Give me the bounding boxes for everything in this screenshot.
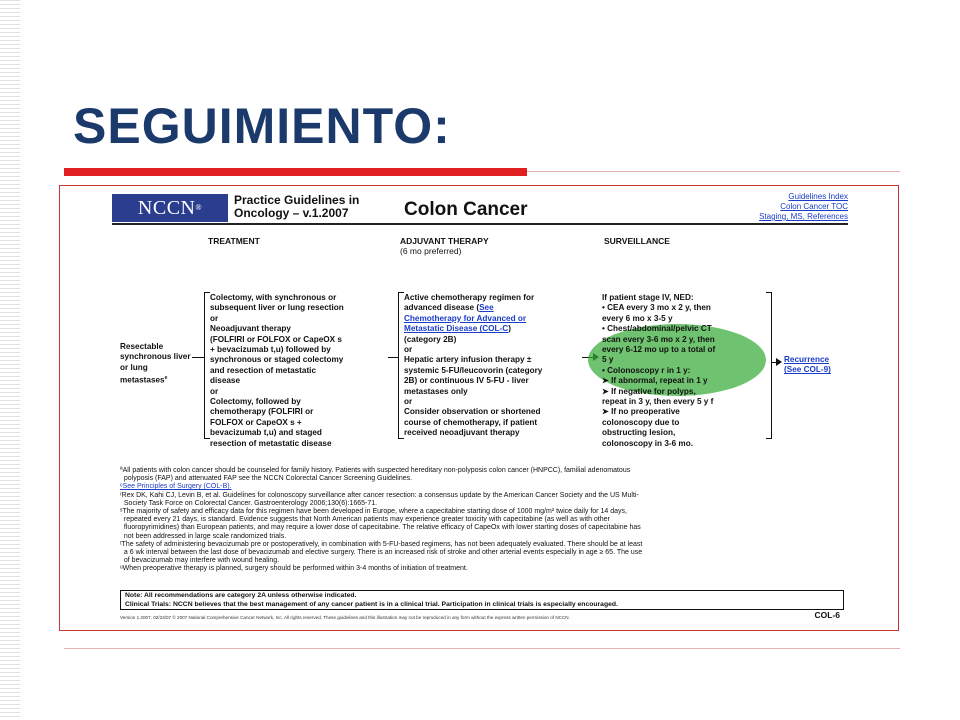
link-see-chemotherapy[interactable]: See bbox=[479, 303, 494, 313]
nccn-logo: NCCN® bbox=[112, 194, 228, 222]
link-guidelines-index[interactable]: Guidelines Index bbox=[788, 192, 848, 201]
title-accent-bar bbox=[64, 168, 527, 176]
surveillance-text: If patient stage IV, NED: • CEA every 3 mo x 2 y, then every 6 mo x 3-5 y • Chest/abdominal/pelvic CT scan every 3-6 mo x 2 y, then every 6-12 mo up to a total of 5 y • Colonoscopy r in 1 y: ➤ If abnormal, repeat in 1 y ➤ If negative for polyps, repeat in 3 y, then every 5 y f ➤ If no preoperative colonoscopy due to obstructing lesion, colonoscopy in 3-6 mo. bbox=[602, 293, 716, 448]
resectable-label: Resectable synchronous liver or lung metastases$^e$ bbox=[120, 342, 191, 385]
footnotes: ªAll patients with colon cancer should be counseled for family history. Patients with suspected hereditary non-polyposis colon cancer (HNPCC), familial adenomatous polyposis (FAP) and attenuated FAP see the NCCN Colorectal Cancer Screening Guidelines. ᵉSee Principles of Surgery (COL-B). ʳRex DK, Kahi CJ, Levin B, et al. Guidelines for colonoscopy surveillance after cancer resection: a consensus update by the American Cancer Society and the US Multi- Society Task Force on Colorectal Cancer. Gastroenterology 2006;130(6):1665-71. ˢThe majority of safety and efficacy data for this regimen have been developed in Europe, where a capecitabine starting dose of 1000 mg/m² twice daily for 14 days, repeated every 21 days, is standard. Evidence suggests that North American patients may experience greater toxicity with capecitabine (as well as with other fluoropyrimidines) than European patients, and may require a lower dose of capecitabine. The relative efficacy of CapeOx with lower starting doses of capecitabine has not been addressed in large scale randomized trials. ᵗThe safety of administering bevacizumab pre or postoperatively, in combination with 5-FU-based regimens, has not been adequately evaluated. There should be at least a 6 wk interval between the last dose of bevacizumab and elective surgery. There is an increased risk of stroke and other arterial events especially in age ≥ 65. The use of bevacizumab may interfere with wound healing. ᵘWhen preoperative therapy is planned, surgery should be performed within 3-4 months of initiation of treatment. bbox=[120, 467, 850, 574]
column-header-adjuvant: ADJUVANT THERAPY (6 mo preferred) bbox=[400, 236, 489, 256]
cancer-title: Colon Cancer bbox=[404, 199, 528, 220]
header-rule bbox=[112, 223, 848, 225]
column-header-surveillance: SURVEILLANCE bbox=[604, 236, 670, 246]
treatment-text: Colectomy, with synchronous or subsequent liver or lung resection or Neoadjuvant therapy (FOLFIRI or FOLFOX or CapeOX s + bevacizumab t,u) followed by synchronous or staged colectomy and resection of metastatic disease or Colectomy, followed by chemotherapy (FOLFIRI or FOLFOX or CapeOX s + bevacizumab t,u) and staged resection of metastatic disease bbox=[210, 293, 344, 448]
connector-2 bbox=[388, 357, 398, 358]
version-line: Version 1.2007, 02/23/07 © 2007 National Comprehensive Cancer Network, Inc. All rights reserved. These guidelines and this illustration may not be reproduced in any form without the express written permission of NCCN. bbox=[120, 615, 570, 620]
slide-title: SEGUIMIENTO: bbox=[73, 98, 451, 154]
guidelines-title: Practice Guidelines in Oncology – v.1.2007 bbox=[234, 193, 360, 220]
decorative-stripes bbox=[0, 0, 20, 720]
recurrence-link[interactable]: Recurrence (See COL-9) bbox=[784, 355, 831, 375]
note-box: Note: All recommendations are category 2A unless otherwise indicated. Clinical Trials: NCCN believes that the best management of any cancer patient is in a clinical trial. Participation in clinical trials is especially encouraged. bbox=[120, 590, 844, 610]
link-chemotherapy-advanced[interactable]: Chemotherapy for Advanced or bbox=[404, 313, 527, 323]
link-principles-surgery[interactable]: ᵉSee Principles of Surgery (COL-B). bbox=[120, 483, 232, 491]
nccn-document bbox=[112, 192, 862, 626]
arrow-icon bbox=[776, 358, 782, 366]
surveillance-bracket bbox=[766, 292, 772, 439]
page-id: COL-6 bbox=[814, 610, 840, 620]
link-colon-cancer-toc[interactable]: Colon Cancer TOC bbox=[780, 202, 848, 211]
adjuvant-text: Active chemotherapy regimen for advanced disease (See Chemotherapy for Advanced or Metastatic Disease (COL-C) (category 2B) or Hepatic artery infusion therapy ± systemic 5-FU/leucovorin (category 2B) or continuous IV 5-FU - liver metastases only or Consider observation or shortened course of chemotherapy, if patient received neoadjuvant therapy bbox=[404, 293, 594, 439]
column-header-treatment: TREATMENT bbox=[208, 236, 260, 246]
link-staging-references[interactable]: Staging, MS, References bbox=[759, 212, 848, 221]
link-metastatic-disease[interactable]: Metastatic Disease (COL-C bbox=[404, 324, 509, 334]
title-divider bbox=[527, 171, 900, 172]
nav-links bbox=[759, 192, 848, 222]
bottom-divider bbox=[64, 648, 900, 649]
connector-1 bbox=[192, 357, 204, 358]
